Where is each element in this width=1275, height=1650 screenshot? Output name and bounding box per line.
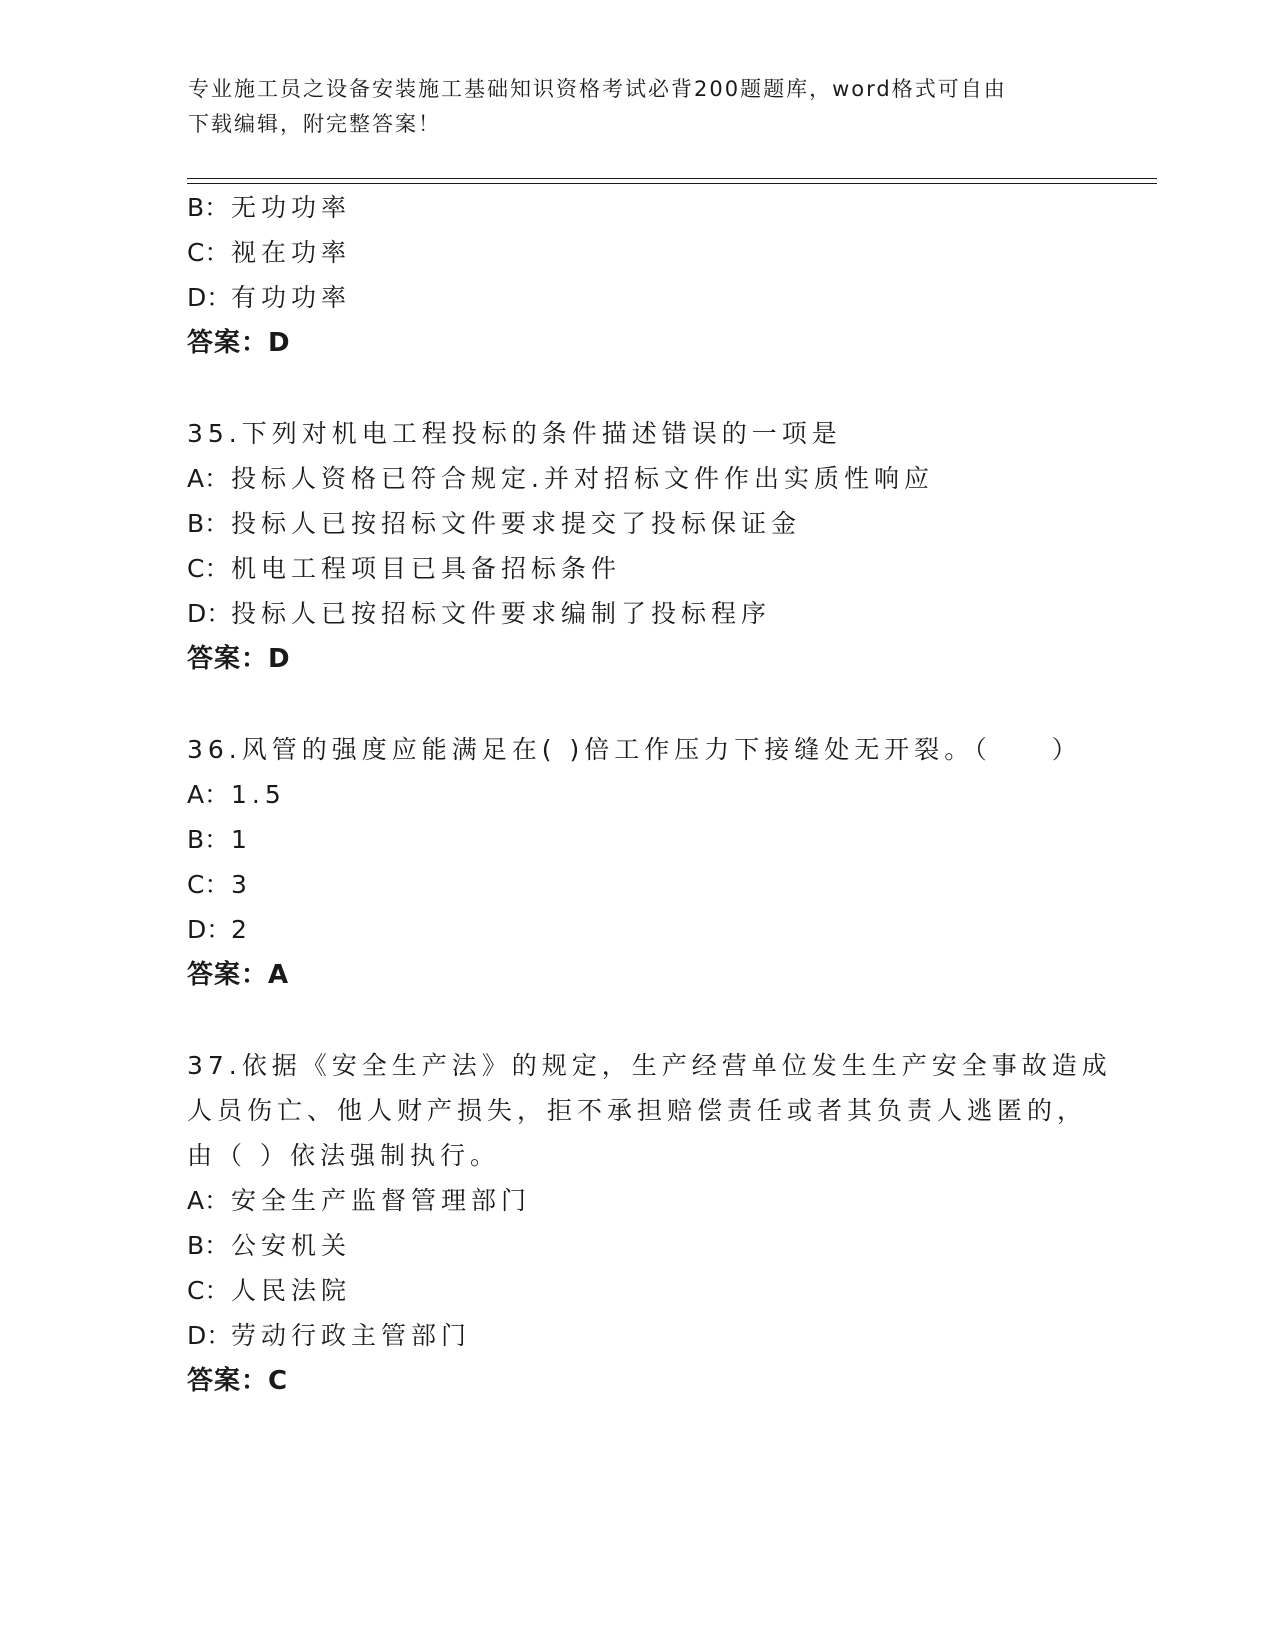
option-text: 无功功率 bbox=[231, 193, 352, 222]
q36-option-c bbox=[187, 869, 252, 901]
q35-option-a bbox=[187, 463, 934, 495]
q34-answer: 答案：D bbox=[187, 328, 291, 358]
option-text: 投标人已按招标文件要求编制了投标程序 bbox=[231, 599, 772, 628]
q37-option-d bbox=[187, 1320, 471, 1352]
q34-option-c bbox=[187, 237, 351, 269]
q37-option-c bbox=[187, 1275, 351, 1307]
option-text: 机电工程项目已具备招标条件 bbox=[231, 554, 622, 583]
q36-stem: 36.风管的强度应能满足在( )倍工作压力下接缝处无开裂。（ ） bbox=[187, 735, 1082, 764]
option-letter: A： bbox=[187, 1186, 230, 1215]
option-text: 劳动行政主管部门 bbox=[231, 1321, 472, 1350]
option-text: 人民法院 bbox=[231, 1276, 352, 1305]
q35-stem: 35.下列对机电工程投标的条件描述错误的一项是 bbox=[187, 419, 842, 448]
q36-answer: 答案：A bbox=[187, 960, 290, 990]
option-text: 1 bbox=[231, 825, 252, 854]
option-letter: C： bbox=[187, 238, 230, 267]
q36-option-b bbox=[187, 824, 252, 856]
option-letter: B： bbox=[187, 509, 230, 538]
q37-stem-line-2: 人员伤亡、他人财产损失，拒不承担赔偿责任或者其负责人逃匿的， bbox=[187, 1096, 1088, 1125]
option-letter: C： bbox=[187, 870, 230, 899]
option-text: 投标人资格已符合规定.并对招标文件作出实质性响应 bbox=[231, 464, 934, 493]
option-letter: D： bbox=[187, 915, 232, 944]
option-letter: A： bbox=[187, 464, 230, 493]
q34-option-b bbox=[187, 192, 351, 224]
q35-answer: 答案：D bbox=[187, 644, 291, 674]
header-line-1: 专业施工员之设备安装施工基础知识资格考试必背200题题库，word格式可自由 bbox=[188, 77, 1007, 101]
option-text: 视在功率 bbox=[231, 238, 352, 267]
q36-option-a bbox=[187, 779, 286, 811]
q35-option-c bbox=[187, 553, 621, 585]
option-text: 安全生产监督管理部门 bbox=[231, 1186, 532, 1215]
q34-option-d bbox=[187, 282, 351, 314]
option-letter: A： bbox=[187, 780, 230, 809]
option-text: 有功功率 bbox=[231, 283, 352, 312]
option-text: 公安机关 bbox=[231, 1231, 352, 1260]
header-double-rule bbox=[187, 178, 1157, 184]
q37-option-b bbox=[187, 1230, 351, 1262]
option-text: 2 bbox=[231, 915, 252, 944]
page-header bbox=[188, 72, 1068, 142]
q37-option-a bbox=[187, 1185, 531, 1217]
option-letter: C： bbox=[187, 554, 230, 583]
option-text: 1.5 bbox=[231, 780, 286, 809]
option-letter: C： bbox=[187, 1276, 230, 1305]
q36-option-d bbox=[187, 914, 252, 946]
q35-option-d bbox=[187, 598, 771, 630]
q37-stem-line-3: 由（ ）依法强制执行。 bbox=[187, 1141, 500, 1170]
option-letter: D： bbox=[187, 1321, 232, 1350]
option-letter: D： bbox=[187, 599, 232, 628]
option-letter: D： bbox=[187, 283, 232, 312]
option-letter: B： bbox=[187, 825, 230, 854]
q37-stem-line-1: 37.依据《安全生产法》的规定，生产经营单位发生生产安全事故造成 bbox=[187, 1051, 1112, 1080]
option-letter: B： bbox=[187, 1231, 230, 1260]
option-text: 3 bbox=[231, 870, 252, 899]
option-text: 投标人已按招标文件要求提交了投标保证金 bbox=[231, 509, 802, 538]
q37-answer: 答案：C bbox=[187, 1366, 289, 1396]
q35-option-b bbox=[187, 508, 801, 540]
option-letter: B： bbox=[187, 193, 230, 222]
header-line-2: 下载编辑，附完整答案！ bbox=[188, 112, 441, 136]
